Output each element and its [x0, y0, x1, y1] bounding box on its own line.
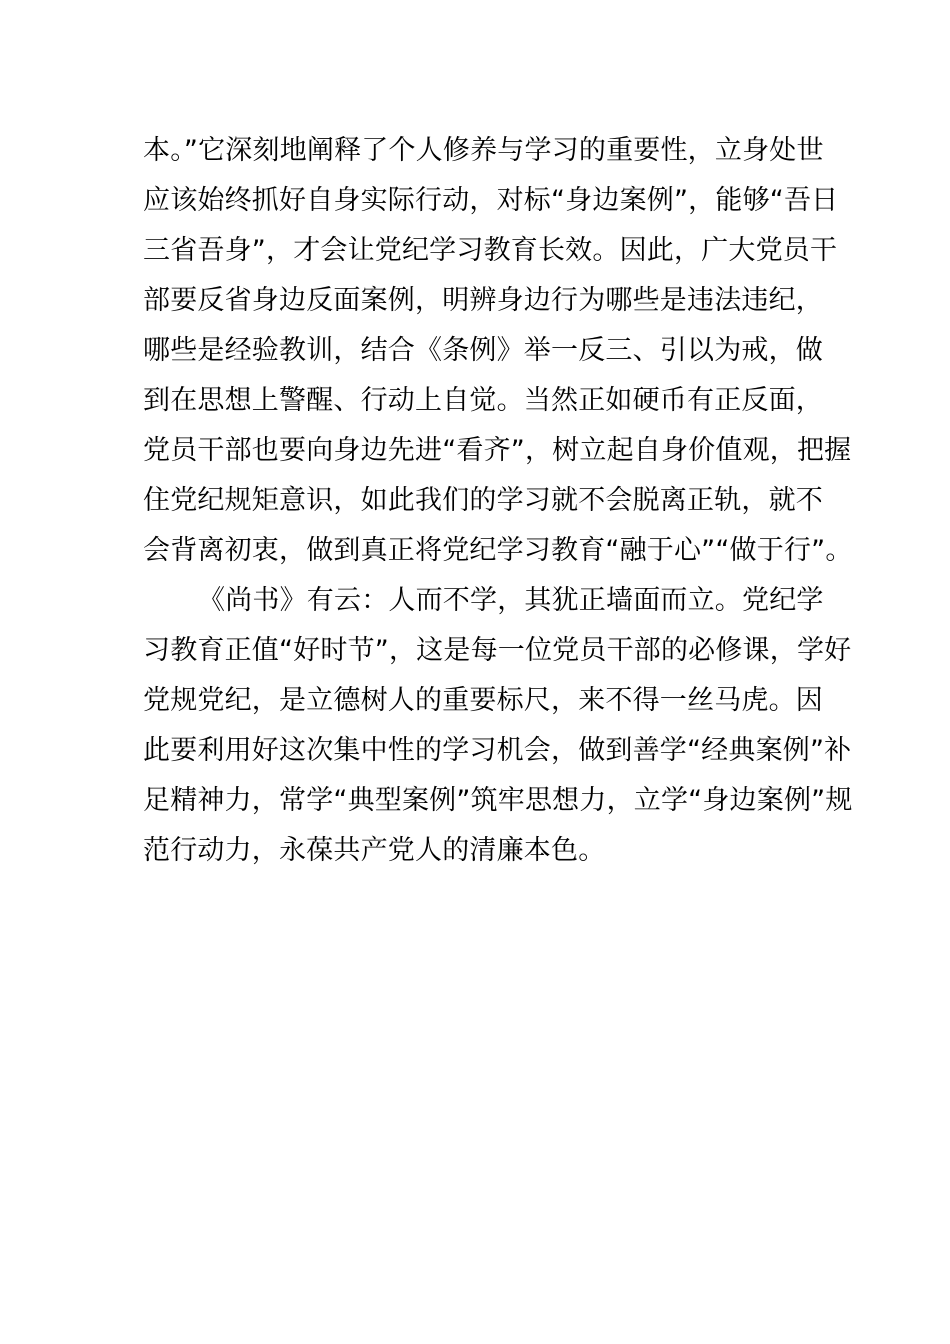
paragraph-line: 哪些是经验教训，结合《条例》举一反三、引以为戒，做	[143, 335, 823, 366]
paragraph-line: 党员干部也要向身边先进“看齐”，树立起自身价值观，把握	[143, 435, 852, 466]
paragraph-line: 到在思想上警醒、行动上自觉。当然正如硬币有正反面，	[143, 385, 823, 416]
paragraph-line: 范行动力，永葆共产党人的清廉本色。	[143, 835, 606, 866]
paragraph-line: 住党纪规矩意识，如此我们的学习就不会脱离正轨，就不	[143, 485, 823, 516]
paragraph-line: 三省吾身”，才会让党纪学习教育长效。因此，广大党员干	[143, 235, 838, 266]
paragraph-line: 此要利用好这次集中性的学习机会，做到善学“经典案例”补	[143, 735, 852, 766]
paragraph-line: 会背离初衷，做到真正将党纪学习教育“融于心”“做于行”。	[143, 535, 853, 566]
paragraph-line: 本。”它深刻地阐释了个人修养与学习的重要性，立身处世	[143, 135, 824, 166]
paragraph-line: 习教育正值“好时节”，这是每一位党员干部的必修课，学好	[143, 635, 852, 666]
paragraph-line: 《尚书》有云：人而不学，其犹正墙面而立。党纪学	[198, 585, 824, 616]
paragraph-line: 足精神力，常学“典型案例”筑牢思想力，立学“身边案例”规	[143, 785, 853, 816]
paragraph-line: 党规党纪，是立德树人的重要标尺，来不得一丝马虎。因	[143, 685, 823, 716]
document-body	[143, 126, 853, 876]
paragraph-line: 应该始终抓好自身实际行动，对标“身边案例”，能够“吾日	[143, 185, 839, 216]
paragraph-line: 部要反省身边反面案例，明辨身边行为哪些是违法违纪，	[143, 285, 823, 316]
